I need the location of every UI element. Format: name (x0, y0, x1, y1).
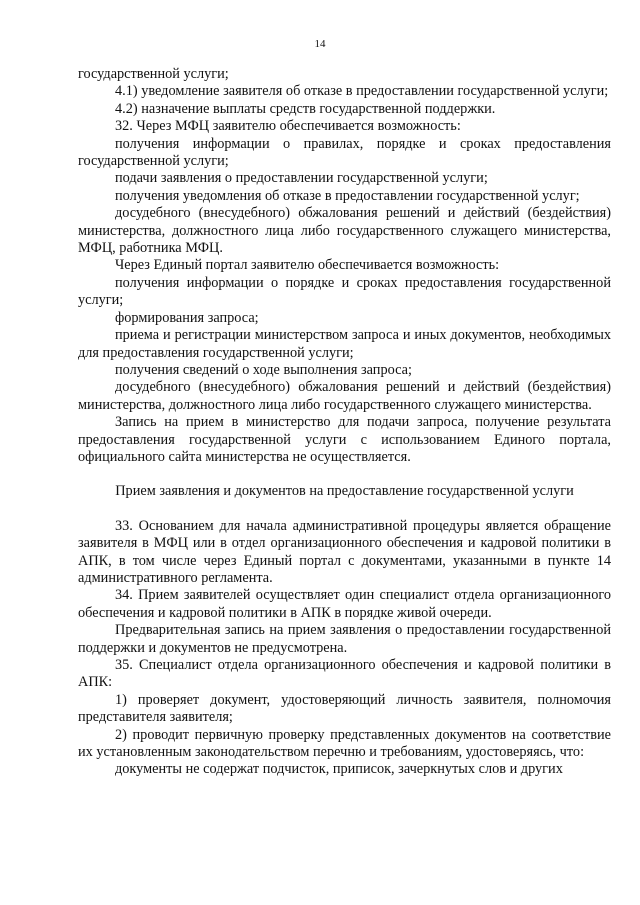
paragraph: досудебного (внесудебного) обжалования решений и действий (бездействия) министерства, должностного лица либо государственного служащего министерства. (78, 379, 611, 413)
paragraph: получения информации о порядке и сроках предоставления государственной услуги; (78, 274, 611, 309)
paragraph: Через Единый портал заявителю обеспечивается возможность: (115, 257, 500, 274)
paragraph: 4.1) уведомление заявителя об отказе в предоставлении государственной услуги; (115, 83, 609, 100)
paragraph: 32. Через МФЦ заявителю обеспечивается возможность: (115, 118, 461, 135)
document-body (78, 66, 611, 779)
paragraph: получения уведомления об отказе в предоставлении государственной услуг; (115, 187, 580, 204)
section-heading: Прием заявления и документов на предоставление государственной услуги (115, 483, 574, 500)
page-number: 14 (314, 38, 326, 50)
paragraph: подачи заявления о предоставлении государственной услуги; (115, 170, 488, 187)
paragraph: 1) проверяет документ, удостоверяющий личность заявителя, полномочия представителя заявителя; (78, 691, 611, 726)
paragraph: получения сведений о ходе выполнения запроса; (115, 361, 412, 378)
paragraph: документы не содержат подчисток, приписок, зачеркнутых слов и других (115, 761, 563, 778)
paragraph: получения информации о правилах, порядке и сроках предоставления государственной услуги; (78, 135, 611, 170)
paragraph: приема и регистрации министерством запроса и иных документов, необходимых для предоставления государственной услуги; (78, 327, 611, 361)
paragraph: 2) проводит первичную проверку представленных документов на соответствие их установленным законодательством перечню и требованиям, удостоверяясь, что: (78, 726, 611, 761)
paragraph: 33. Основанием для начала административной процедуры является обращение заявителя в МФЦ или в отдел организационного обеспечения и кадровой политики в АПК, в том числе через Единый портал с документами, указанными в пункте 14 административного регламента. (78, 517, 611, 586)
paragraph: 4.2) назначение выплаты средств государственной поддержки. (115, 100, 496, 117)
paragraph: формирования запроса; (115, 309, 259, 326)
paragraph: досудебного (внесудебного) обжалования решений и действий (бездействия) министерства, должностного лица либо государственного служащего министерства, МФЦ, работника МФЦ. (78, 205, 611, 257)
paragraph: 34. Прием заявителей осуществляет один специалист отдела организационного обеспечения и кадровой политики в АПК в порядке живой очереди. (78, 587, 611, 621)
paragraph: Предварительная запись на прием заявления о предоставлении государственной поддержки и документов не предусмотрена. (78, 622, 611, 656)
paragraph: государственной услуги; (78, 66, 229, 82)
paragraph: Запись на прием в министерство для подачи запроса, получение результата предоставления государственной услуги с использованием Единого портала, официального сайта министерства не осуществляется. (78, 414, 611, 465)
paragraph: 35. Специалист отдела организационного обеспечения и кадровой политики в АПК: (78, 657, 611, 691)
